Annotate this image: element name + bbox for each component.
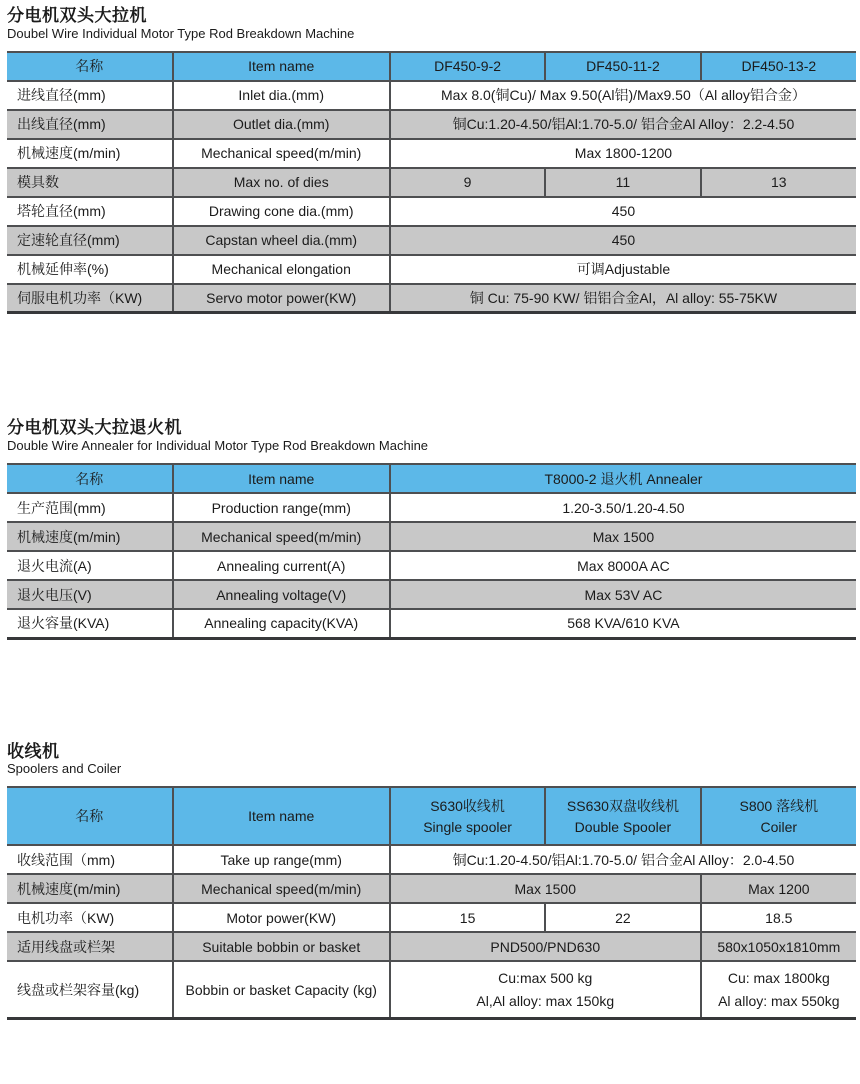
column-header-name: 名称 [7, 787, 173, 845]
column-header-line-en: Double Spooler [574, 818, 672, 835]
row-label-en: Annealing capacity(KVA) [173, 609, 390, 638]
table-row [7, 255, 856, 284]
row-label-en: Suitable bobbin or basket [173, 932, 390, 961]
row-label-en: Annealing current(A) [173, 551, 390, 580]
row-value-spoolers [390, 961, 701, 1018]
table-row [7, 903, 856, 932]
row-label-zh: 机械延伸率(%) [7, 255, 173, 284]
row-value-model-3: 13 [701, 168, 856, 197]
column-header-line-zh: S800 落线机 [739, 797, 819, 814]
row-label-zh: 退火容量(KVA) [7, 609, 173, 638]
section-title-zh: 分电机双头大拉机 [7, 6, 147, 25]
row-value: 1.20-3.50/1.20-4.50 [390, 493, 856, 522]
row-label-en: Take up range(mm) [173, 845, 390, 874]
row-value: 450 [390, 226, 856, 255]
row-value-coiler: Max 1200 [701, 874, 856, 903]
row-value-line-cu: Cu: max 1800kg [727, 970, 830, 987]
column-header-name: 名称 [7, 52, 173, 81]
row-value-coiler: 580x1050x1810mm [701, 932, 856, 961]
rod-breakdown-spec-table [7, 51, 856, 315]
row-label-zh: 塔轮直径(mm) [7, 197, 173, 226]
row-label-zh: 线盘或栏架容量(kg) [7, 961, 173, 1018]
row-label-zh: 适用线盘或栏架 [7, 932, 173, 961]
header-row [7, 787, 856, 845]
table-row [7, 197, 856, 226]
table-row [7, 845, 856, 874]
row-label-zh: 电机功率（KW) [7, 903, 173, 932]
column-header-line-en: Single spooler [423, 818, 512, 835]
row-value: 铜Cu:1.20-4.50/铝Al:1.70-5.0/ 铝合金Al Alloy：2.0-4.50 [390, 845, 856, 874]
section-annealer [7, 418, 856, 639]
row-value: Max 53V AC [390, 580, 856, 609]
row-value-coiler [701, 961, 856, 1018]
section-title-en: Double Wire Annealer for Individual Motor Type Rod Breakdown Machine [7, 437, 429, 453]
row-label-en: Annealing voltage(V) [173, 580, 390, 609]
row-label-zh: 机械速度(m/min) [7, 139, 173, 168]
table-row [7, 961, 856, 1018]
section-rod-breakdown-machine [7, 6, 856, 314]
row-value: Max 8.0(铜Cu)/ Max 9.50(Al铝)/Max9.50（Al alloy铝合金） [390, 81, 856, 110]
row-label-zh: 机械速度(m/min) [7, 874, 173, 903]
row-label-en: Motor power(KW) [173, 903, 390, 932]
column-header-model: T8000-2 退火机 Annealer [390, 464, 856, 493]
table-row [7, 284, 856, 313]
row-value: 可调Adjustable [390, 255, 856, 284]
column-header-name: 名称 [7, 464, 173, 493]
row-label-zh: 机械速度(m/min) [7, 522, 173, 551]
table-row [7, 81, 856, 110]
row-value-single-spooler: 15 [390, 903, 545, 932]
row-value: Max 8000A AC [390, 551, 856, 580]
row-label-en: Mechanical speed(m/min) [173, 522, 390, 551]
table-row [7, 110, 856, 139]
row-label-zh: 退火电流(A) [7, 551, 173, 580]
row-label-en: Outlet dia.(mm) [173, 110, 390, 139]
column-header-line-en: Coiler [760, 818, 798, 835]
row-label-en: Drawing cone dia.(mm) [173, 197, 390, 226]
row-value: 铜Cu:1.20-4.50/铝Al:1.70-5.0/ 铝合金Al Alloy：2.2-4.50 [390, 110, 856, 139]
column-header-coiler [701, 787, 856, 845]
column-header-double-spooler [545, 787, 700, 845]
table-row [7, 932, 856, 961]
row-value: 568 KVA/610 KVA [390, 609, 856, 638]
row-value: 450 [390, 197, 856, 226]
column-header-item-name: Item name [173, 52, 390, 81]
row-value-line-al: Al,Al alloy: max 150kg [476, 993, 615, 1010]
row-label-zh: 定速轮直径(mm) [7, 226, 173, 255]
column-header-line-zh: S630收线机 [430, 797, 505, 814]
row-label-zh: 伺服电机功率（KW) [7, 284, 173, 313]
row-label-zh: 模具数 [7, 168, 173, 197]
row-value-model-2: 11 [545, 168, 700, 197]
table-row [7, 874, 856, 903]
table-row [7, 226, 856, 255]
column-header-model-3: DF450-13-2 [701, 52, 856, 81]
column-header-model-1: DF450-9-2 [390, 52, 545, 81]
row-value: Max 1800-1200 [390, 139, 856, 168]
row-value-line-al: Al alloy: max 550kg [718, 993, 840, 1010]
table-row [7, 522, 856, 551]
section-spoolers-coiler [7, 742, 856, 1020]
table-row [7, 139, 856, 168]
row-value-double-spooler: 22 [545, 903, 700, 932]
section-title-zh: 分电机双头大拉退火机 [7, 418, 182, 438]
row-label-en: Capstan wheel dia.(mm) [173, 226, 390, 255]
header-row [7, 52, 856, 81]
section-title-en: Spoolers and Coiler [7, 761, 122, 777]
row-label-zh: 进线直径(mm) [7, 81, 173, 110]
row-value: Max 1500 [390, 522, 856, 551]
column-header-model-2: DF450-11-2 [545, 52, 700, 81]
spoolers-spec-table [7, 786, 856, 1020]
row-label-zh: 生产范围(mm) [7, 493, 173, 522]
table-row [7, 493, 856, 522]
row-value-spoolers: Max 1500 [390, 874, 701, 903]
column-header-item-name: Item name [173, 464, 390, 493]
row-value-spoolers: PND500/PND630 [390, 932, 701, 961]
row-label-en: Bobbin or basket Capacity (kg) [173, 961, 390, 1018]
table-row [7, 580, 856, 609]
table-row [7, 609, 856, 638]
row-label-en: Production range(mm) [173, 493, 390, 522]
table-row [7, 551, 856, 580]
section-title-zh: 收线机 [7, 741, 60, 761]
row-label-en: Mechanical speed(m/min) [173, 139, 390, 168]
row-label-en: Inlet dia.(mm) [173, 81, 390, 110]
row-label-en: Mechanical speed(m/min) [173, 874, 390, 903]
table-row [7, 168, 856, 197]
row-value-line-cu: Cu:max 500 kg [498, 970, 593, 987]
row-value-coiler: 18.5 [701, 903, 856, 932]
header-row [7, 464, 856, 493]
column-header-line-zh: SS630双盘收线机 [566, 797, 679, 814]
row-label-en: Max no. of dies [173, 168, 390, 197]
row-label-zh: 出线直径(mm) [7, 110, 173, 139]
annealer-spec-table [7, 463, 856, 640]
column-header-single-spooler [390, 787, 545, 845]
row-label-zh: 退火电压(V) [7, 580, 173, 609]
row-value-model-1: 9 [390, 168, 545, 197]
row-label-en: Mechanical elongation [173, 255, 390, 284]
section-title-en: Doubel Wire Individual Motor Type Rod Breakdown Machine [7, 25, 355, 41]
column-header-item-name: Item name [173, 787, 390, 845]
row-value: 铜 Cu: 75-90 KW/ 铝铝合金Al，Al alloy: 55-75KW [390, 284, 856, 313]
row-label-en: Servo motor power(KW) [173, 284, 390, 313]
row-label-zh: 收线范围（mm) [7, 845, 173, 874]
